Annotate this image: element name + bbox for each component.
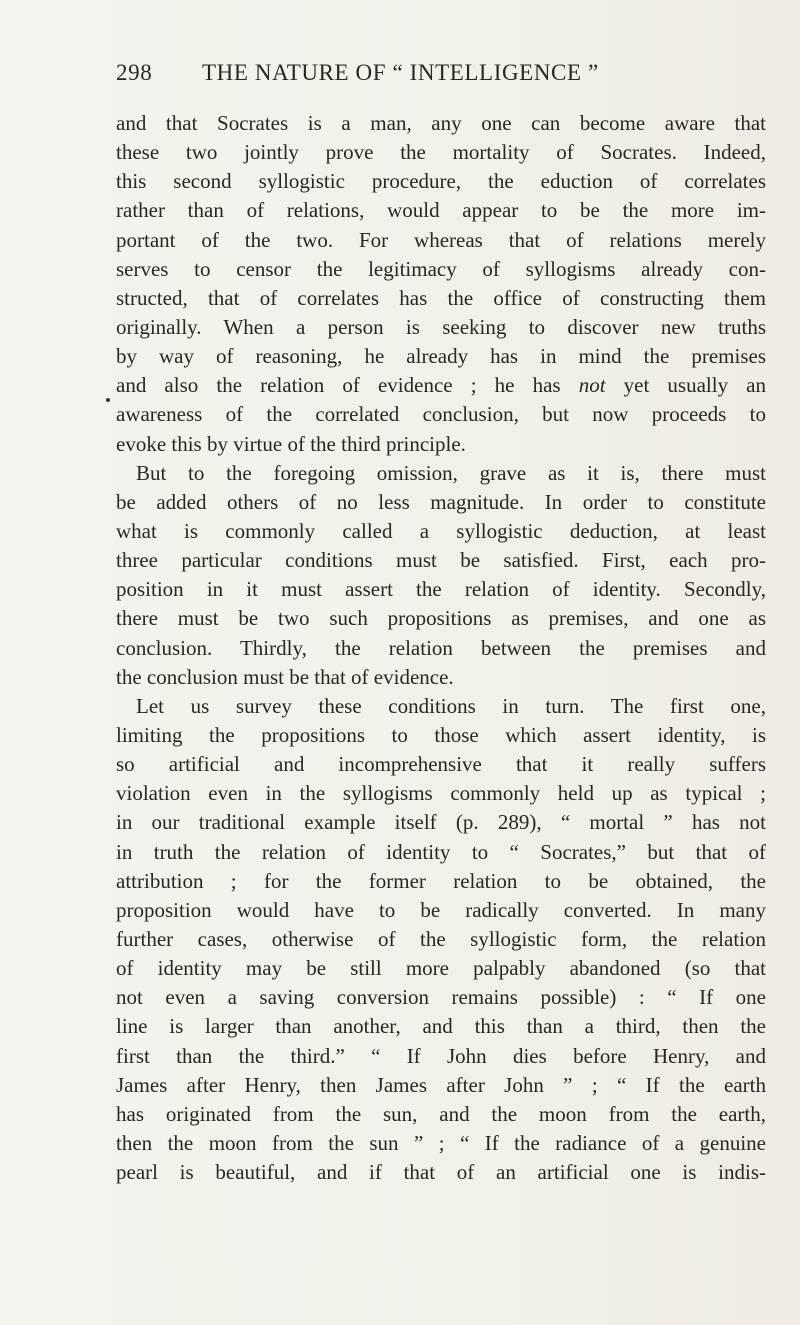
text-line: this second syllogistic procedure, the eduction of correlates — [116, 169, 766, 194]
text-line: structed, that of correlates has the office of constructing them — [116, 285, 766, 310]
text-line: Let us survey these conditions in turn. The first one, — [136, 693, 766, 718]
page-number: 298 — [116, 60, 153, 85]
text-line: conclusion. Thirdly, the relation between the premises and — [116, 635, 766, 660]
text-line: by way of reasoning, he already has in mind the premises — [116, 344, 766, 369]
text-line: there must be two such propositions as premises, and one as — [116, 606, 766, 631]
text-line: awareness of the correlated conclusion, but now proceeds to — [116, 402, 766, 427]
text-line: evoke this by virtue of the third principle. — [116, 431, 466, 456]
text-line: But to the foregoing omission, grave as it is, there must — [136, 460, 766, 485]
text-line: three particular conditions must be satisfied. First, each pro- — [116, 548, 766, 573]
text-line: not even a saving conversion remains possible) : “ If one — [116, 985, 766, 1010]
text-segment: yet usually an — [605, 373, 766, 398]
text-line: be added others of no less magnitude. In order to constitute — [116, 489, 766, 514]
text-line: first than the third.” “ If John dies before Henry, and — [116, 1043, 766, 1068]
text-line: pearl is beautiful, and if that of an artificial one is indis- — [116, 1160, 766, 1185]
text-line: rather than of relations, would appear to be the more im- — [116, 198, 766, 223]
text-line: the conclusion must be that of evidence. — [116, 664, 454, 689]
text-line: what is commonly called a syllogistic deduction, at least — [116, 518, 766, 543]
text-line: then the moon from the sun ” ; “ If the radiance of a genuine — [116, 1130, 766, 1155]
text-line: and that Socrates is a man, any one can become aware that — [116, 111, 766, 135]
text-line: proposition would have to be radically converted. In many — [116, 897, 766, 922]
text-line: position in it must assert the relation of identity. Secondly, — [116, 577, 766, 602]
text-line — [116, 371, 766, 400]
text-line: of identity may be still more palpably abandoned (so that — [116, 956, 766, 981]
italic-word: not — [578, 373, 606, 398]
text-line: has originated from the sun, and the moon from the earth, — [116, 1101, 766, 1126]
page-header — [116, 60, 720, 94]
text-line: portant of the two. For whereas that of relations merely — [116, 227, 766, 252]
text-line: so artificial and incomprehensive that it really suffers — [116, 752, 766, 777]
body-text — [116, 109, 766, 1187]
text-line: James after Henry, then James after John ” ; “ If the earth — [116, 1072, 766, 1097]
text-line: violation even in the syllogisms commonly held up as typical ; — [116, 781, 766, 806]
text-line: attribution ; for the former relation to be obtained, the — [116, 868, 766, 893]
text-line: these two jointly prove the mortality of Socrates. Indeed, — [116, 140, 766, 165]
running-title: THE NATURE OF “ INTELLIGENCE ” — [202, 60, 599, 85]
text-line: originally. When a person is seeking to discover new truths — [116, 314, 766, 339]
margin-mark — [106, 398, 110, 402]
text-segment: and also the relation of evidence ; he has — [116, 373, 579, 398]
text-line: limiting the propositions to those which assert identity, is — [116, 722, 766, 747]
text-line: in truth the relation of identity to “ Socrates,” but that of — [116, 839, 766, 864]
text-line: serves to censor the legitimacy of syllogisms already con- — [116, 256, 766, 281]
text-line: further cases, otherwise of the syllogistic form, the relation — [116, 926, 766, 951]
text-line: line is larger than another, and this than a third, then the — [116, 1014, 766, 1039]
text-line: in our traditional example itself (p. 289), “ mortal ” has not — [116, 810, 766, 835]
